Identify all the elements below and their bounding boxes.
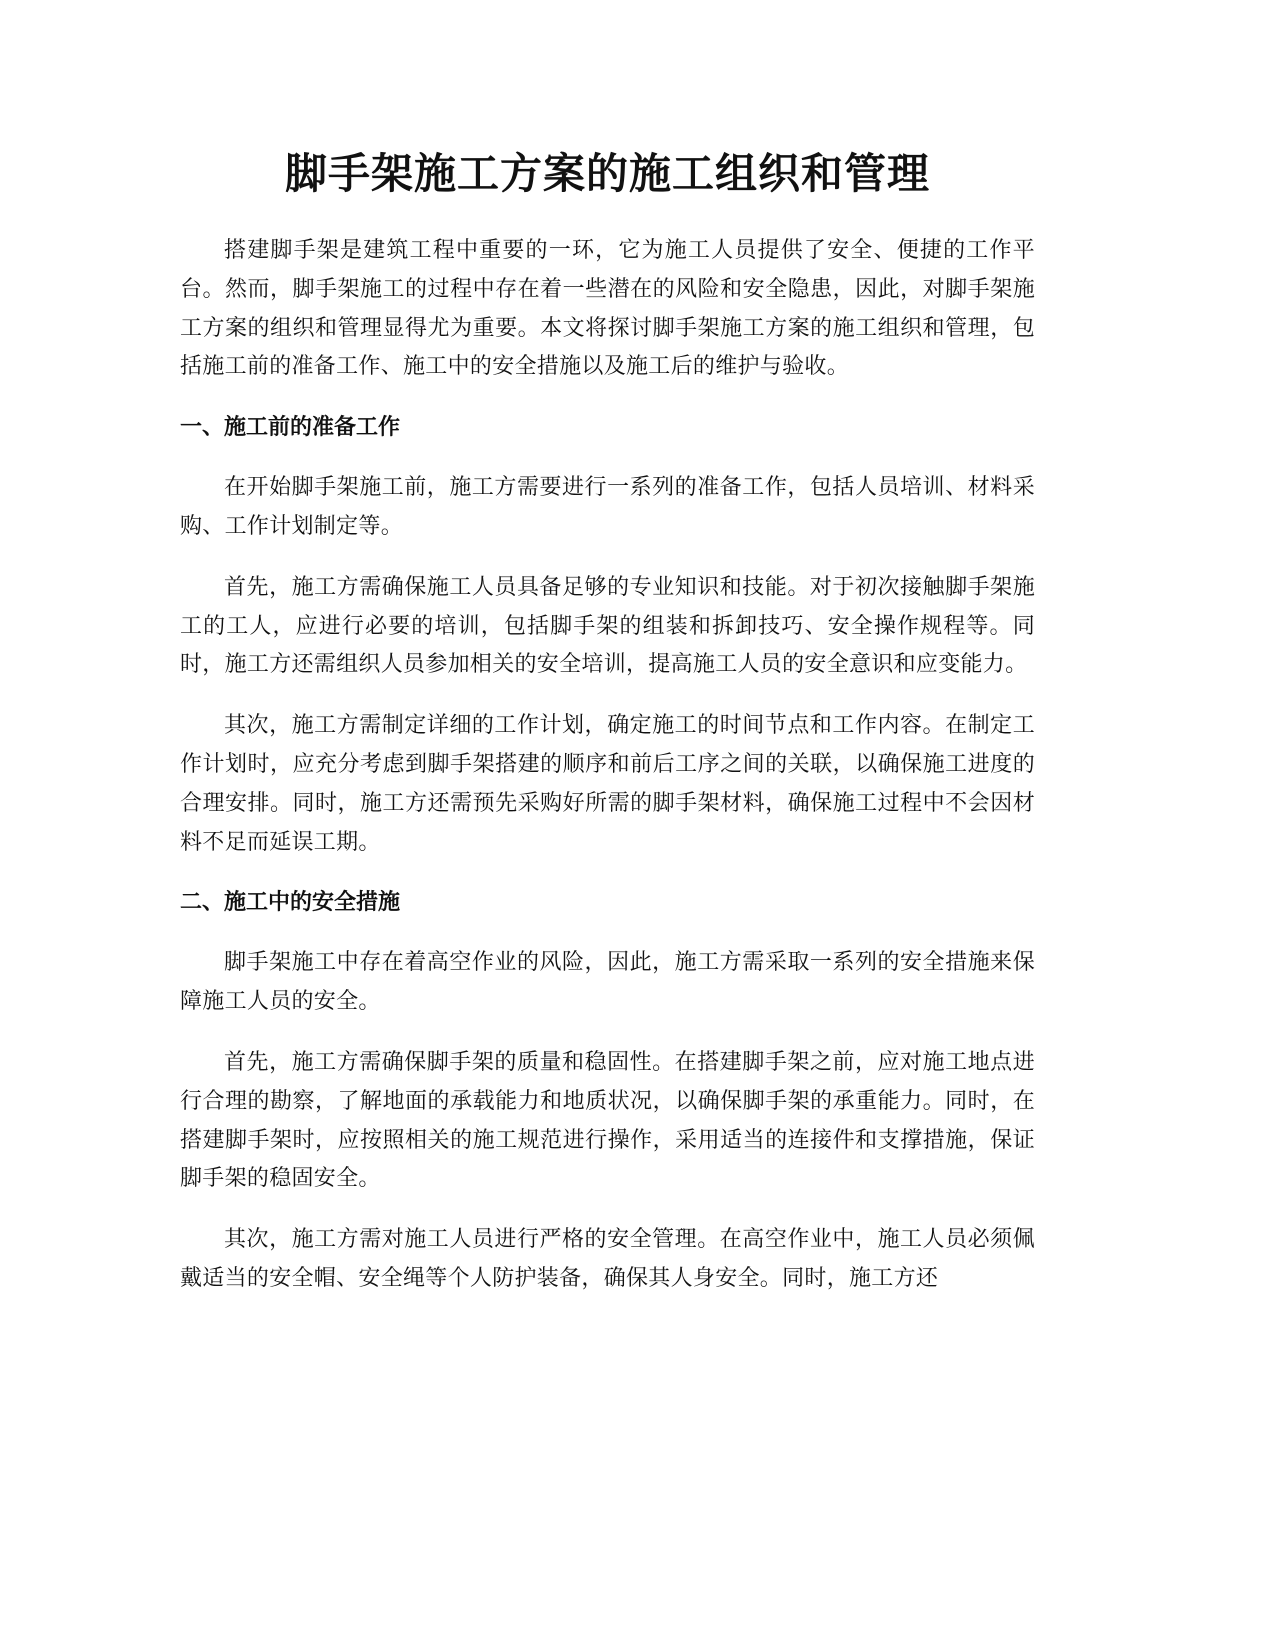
section-preparation bbox=[180, 409, 1035, 862]
section-paragraph: 脚手架施工中存在着高空作业的风险，因此，施工方需采取一系列的安全措施来保障施工人员的安全。 bbox=[180, 950, 1035, 1015]
document-title: 脚手架施工方案的施工组织和管理 bbox=[284, 149, 930, 198]
section-paragraph: 其次，施工方需对施工人员进行严格的安全管理。在高空作业中，施工人员必须佩戴适当的安全帽、安全绳等个人防护装备，确保其人身安全。同时，施工方还 bbox=[180, 1227, 1035, 1291]
section-paragraph: 首先，施工方需确保施工人员具备足够的专业知识和技能。对于初次接触脚手架施工的工人，应进行必要的培训，包括脚手架的组装和拆卸技巧、安全操作规程等。同时，施工方还需组织人员参加相关的安全培训，提高施工人员的安全意识和应变能力。 bbox=[180, 574, 1035, 678]
intro-paragraph: 搭建脚手架是建筑工程中重要的一环，它为施工人员提供了安全、便捷的工作平台。然而，脚手架施工的过程中存在着一些潜在的风险和安全隐患，因此，对脚手架施工方案的组织和管理显得尤为重要。本文将探讨脚手架施工方案的施工组织和管理，包括施工前的准备工作、施工中的安全措施以及施工后的维护与验收。 bbox=[180, 238, 1035, 380]
document-body bbox=[180, 232, 1035, 1321]
section-heading: 一、施工前的准备工作 bbox=[180, 415, 401, 441]
section-paragraph: 首先，施工方需确保脚手架的质量和稳固性。在搭建脚手架之前，应对施工地点进行合理的勘察，了解地面的承载能力和地质状况，以确保脚手架的承重能力。同时，在搭建脚手架时，应按照相关的施工规范进行操作，采用适当的连接件和支撑措施，保证脚手架的稳固安全。 bbox=[180, 1049, 1035, 1192]
section-heading: 二、施工中的安全措施 bbox=[180, 890, 401, 916]
section-paragraph: 在开始脚手架施工前，施工方需要进行一系列的准备工作，包括人员培训、材料采购、工作计划制定等。 bbox=[180, 475, 1035, 539]
document-page bbox=[180, 0, 1035, 1650]
section-safety-measures bbox=[180, 884, 1035, 1298]
section-paragraph: 其次，施工方需制定详细的工作计划，确定施工的时间节点和工作内容。在制定工作计划时，应充分考虑到脚手架搭建的顺序和前后工序之间的关联，以确保施工进度的合理安排。同时，施工方还需预先采购好所需的脚手架材料，确保施工过程中不会因材料不足而延误工期。 bbox=[180, 713, 1035, 855]
